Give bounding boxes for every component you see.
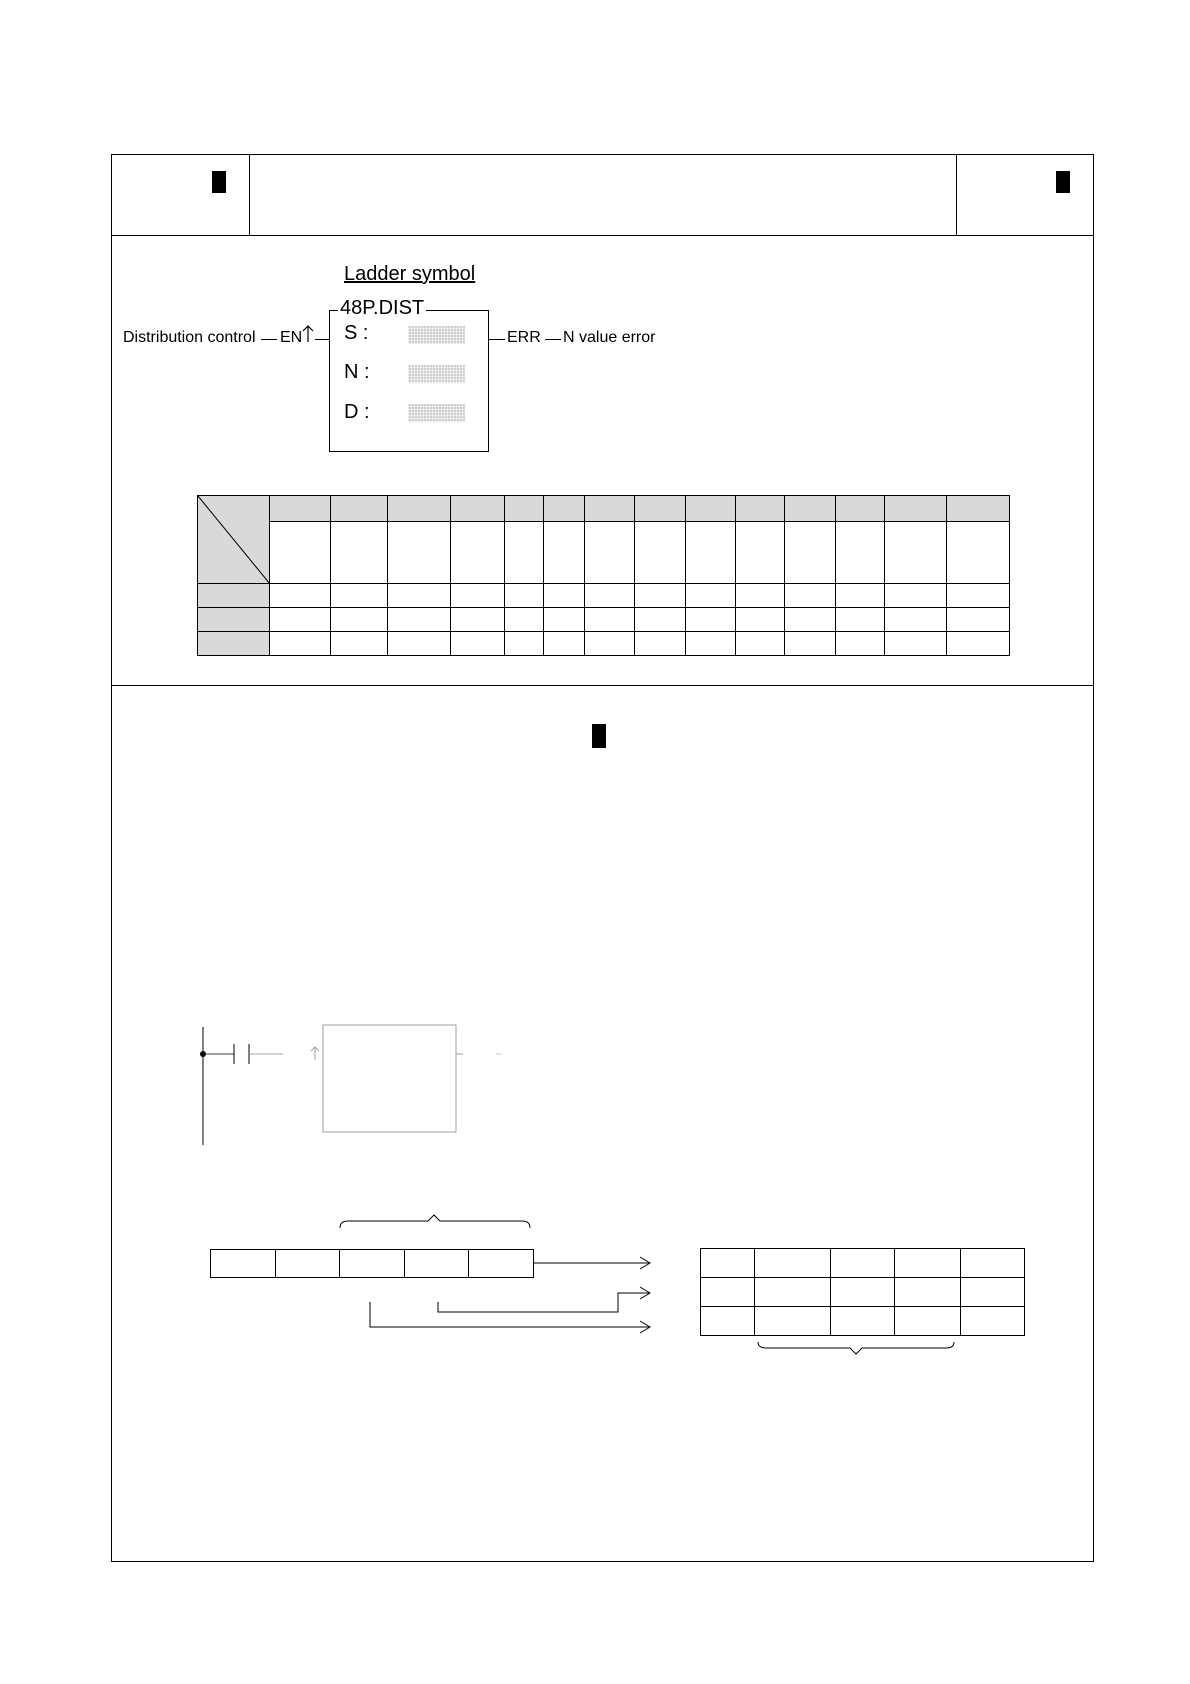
operand-s-label: S : [344, 322, 369, 344]
destination-cells [700, 1248, 1025, 1336]
operand-table [197, 495, 1010, 656]
operand-d-label: D : [344, 401, 370, 423]
destination-brace [756, 1340, 966, 1356]
operand-s-value [408, 326, 465, 344]
output-label: N value error [563, 329, 656, 346]
en-label: EN [280, 329, 303, 346]
rising-edge-arrow-icon [302, 324, 314, 342]
operand-d-value [408, 404, 465, 422]
header-divider-right [956, 154, 957, 236]
instruction-name: 48P.DIST [340, 297, 425, 319]
header-bottom-rule [111, 235, 1094, 236]
err-wire [489, 339, 505, 340]
example-ladder-diagram [190, 1015, 510, 1145]
en-wire [315, 339, 329, 340]
header-divider-left [249, 154, 250, 236]
corner-diagonal [198, 496, 270, 584]
header-redaction-right [1056, 171, 1070, 193]
operand-n-value [408, 365, 465, 383]
source-brace [338, 1215, 538, 1231]
header-redaction-left [212, 171, 226, 193]
section-divider [111, 685, 1094, 686]
input-wire [261, 339, 277, 340]
table-corner [198, 496, 270, 584]
output-wire [545, 339, 561, 340]
input-label: Distribution control [123, 329, 256, 346]
operand-n-label: N : [344, 361, 370, 383]
section-redaction [592, 724, 606, 748]
err-label: ERR [507, 329, 541, 346]
ladder-heading: Ladder symbol [344, 263, 476, 285]
distribution-arrows [360, 1250, 660, 1340]
